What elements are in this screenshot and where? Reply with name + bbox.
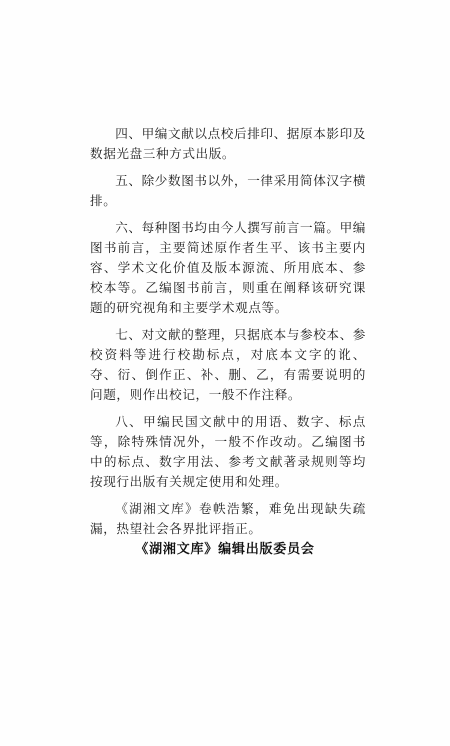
signature: 《湖湘文库》编辑出版委员会 — [135, 542, 315, 557]
paragraph-rule-8: 八、甲编民国文献中的用语、数字、标点等，除特殊情况外，一般不作改动。乙编图书中的标点、数字用法、参考文献著录规则等均按现行出版有关规定使用和处理。 — [90, 414, 366, 489]
paragraph-rule-5: 五、除少数图书以外，一律采用简体汉字横排。 — [90, 173, 366, 208]
paragraph-closing: 《湖湘文库》卷帙浩繁，难免出现缺失疏漏，热望社会各界批评指正。 — [90, 501, 366, 536]
paragraph-rule-6: 六、每种图书均由今人撰写前言一篇。甲编图书前言，主要简述原作者生平、该书主要内容、学术文化价值及版本源流、所用底本、参校本等。乙编图书前言，则重在阐释该研究课题的研究视角和主要学术观点等。 — [90, 220, 366, 315]
paragraph-rule-4: 四、甲编文献以点校后排印、据原本影印及数据光盘三种方式出版。 — [90, 126, 366, 161]
paragraph-rule-7: 七、对文献的整理，只据底本与参校本、参校资料等进行校勘标点，对底本文字的讹、夺、衍、倒作正、补、删、乙，有需要说明的问题，则作出校记，一般不作注释。 — [90, 327, 366, 402]
body-text — [90, 124, 366, 546]
